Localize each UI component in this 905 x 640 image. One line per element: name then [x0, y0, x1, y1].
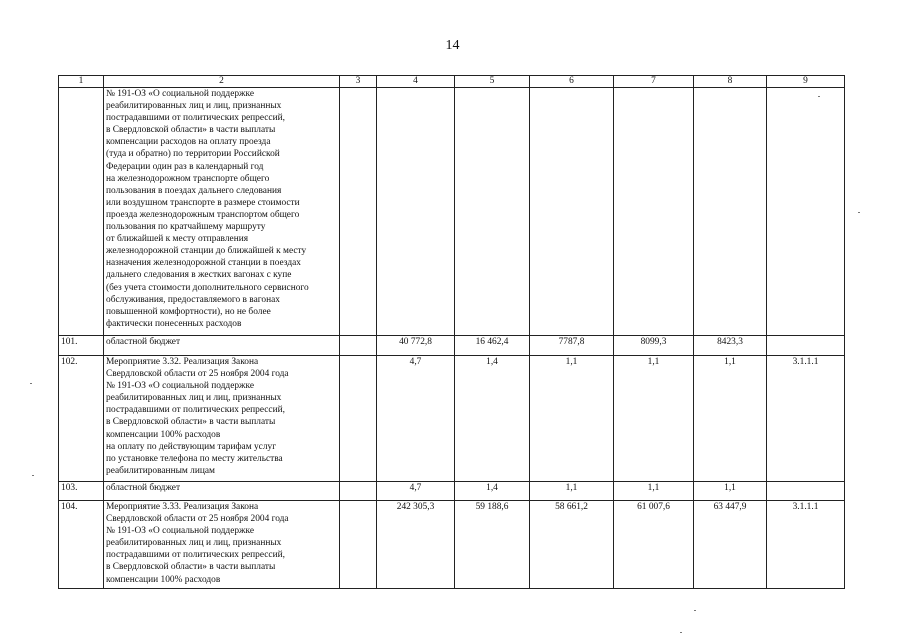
row-total-value [377, 88, 455, 336]
scan-speck [32, 475, 34, 476]
row-number: 101. [59, 336, 104, 356]
row-col3 [340, 356, 377, 482]
row-number [59, 88, 104, 336]
row-description: Мероприятие 3.33. Реализация Закона Свердловской области от 25 ноября 2004 года № 191-ОЗ «О социальной поддержке реабилитированных лиц и лиц, признанных пострадавшими от политических репрессий, в Свердловской области» в части выплаты компенсации 100% расходов [104, 501, 340, 589]
row-number: 104. [59, 501, 104, 589]
row-col3 [340, 336, 377, 356]
row-total-value: 4,7 [377, 356, 455, 482]
row-year-value: 1,1 [694, 356, 767, 482]
row-year-value [455, 88, 530, 336]
row-description: областной бюджет [104, 482, 340, 501]
column-number-row [59, 76, 845, 88]
row-year-value: 1,4 [455, 356, 530, 482]
row-year-value [694, 88, 767, 336]
row-total-value: 40 772,8 [377, 336, 455, 356]
row-year-value [614, 88, 694, 336]
table-row [59, 336, 845, 356]
row-year-value: 59 188,6 [455, 501, 530, 589]
column-number: 1 [59, 76, 104, 88]
row-year-value: 63 447,9 [694, 501, 767, 589]
column-number: 3 [340, 76, 377, 88]
table-row [59, 482, 845, 501]
row-col3 [340, 501, 377, 589]
page-number: 14 [445, 38, 460, 53]
row-target-number: 3.1.1.1 [767, 356, 845, 482]
row-year-value: 1,1 [614, 356, 694, 482]
row-description: Мероприятие 3.32. Реализация Закона Свердловской области от 25 ноября 2004 года № 191-ОЗ «О социальной поддержке реабилитированных лиц и лиц, признанных пострадавшими от политических репрессий, в Свердловской области» в части выплаты компенсации 100% расходов на оплату по действующим тарифам услуг по установке телефона по месту жительства реабилитированным лицам [104, 356, 340, 482]
row-year-value: 7787,8 [530, 336, 614, 356]
column-number: 2 [104, 76, 340, 88]
row-total-value: 242 305,3 [377, 501, 455, 589]
row-year-value: 1,1 [530, 356, 614, 482]
table-row [59, 88, 845, 336]
row-year-value: 8423,3 [694, 336, 767, 356]
column-number: 7 [614, 76, 694, 88]
program-table [58, 75, 845, 589]
row-year-value: 16 462,4 [455, 336, 530, 356]
row-description: областной бюджет [104, 336, 340, 356]
column-number: 8 [694, 76, 767, 88]
row-year-value: 58 661,2 [530, 501, 614, 589]
column-number: 6 [530, 76, 614, 88]
table-row [59, 356, 845, 482]
row-target-number: 3.1.1.1 [767, 501, 845, 589]
row-target-number [767, 482, 845, 501]
column-number: 9 [767, 76, 845, 88]
row-description: № 191-ОЗ «О социальной поддержке реабилитированных лиц и лиц, признанных пострадавшими от политических репрессий, в Свердловской области» в части выплаты компенсации расходов на оплату проезда (туда и обратно) по территории Российской Федерации один раз в календарный год на железнодорожном транспорте общего пользования в поездах дальнего следования или воздушном транспорте в размере стоимости проезда железнодорожным транспортом общего пользования по кратчайшему маршруту от ближайшей к месту отправления железнодорожной станции до ближайшей к месту назначения железнодорожной станции в поездах дальнего следования в жестких вагонах с купе (без учета стоимости дополнительного сервисного обслуживания, предоставляемого в вагонах повышенной комфортности), но не более фактически понесенных расходов [104, 88, 340, 336]
scan-speck [858, 212, 860, 213]
row-target-number [767, 336, 845, 356]
row-col3 [340, 482, 377, 501]
row-number: 102. [59, 356, 104, 482]
column-number: 4 [377, 76, 455, 88]
row-year-value: 61 007,6 [614, 501, 694, 589]
row-target-number [767, 88, 845, 336]
table-row [59, 501, 845, 589]
row-year-value: 8099,3 [614, 336, 694, 356]
scan-speck [30, 383, 32, 384]
row-total-value: 4,7 [377, 482, 455, 501]
row-year-value: 1,4 [455, 482, 530, 501]
row-year-value [530, 88, 614, 336]
column-number: 5 [455, 76, 530, 88]
row-year-value: 1,1 [694, 482, 767, 501]
scan-speck [818, 96, 820, 97]
row-col3 [340, 88, 377, 336]
row-year-value: 1,1 [530, 482, 614, 501]
scan-speck [680, 632, 682, 633]
row-year-value: 1,1 [614, 482, 694, 501]
scan-speck [694, 610, 696, 611]
row-number: 103. [59, 482, 104, 501]
